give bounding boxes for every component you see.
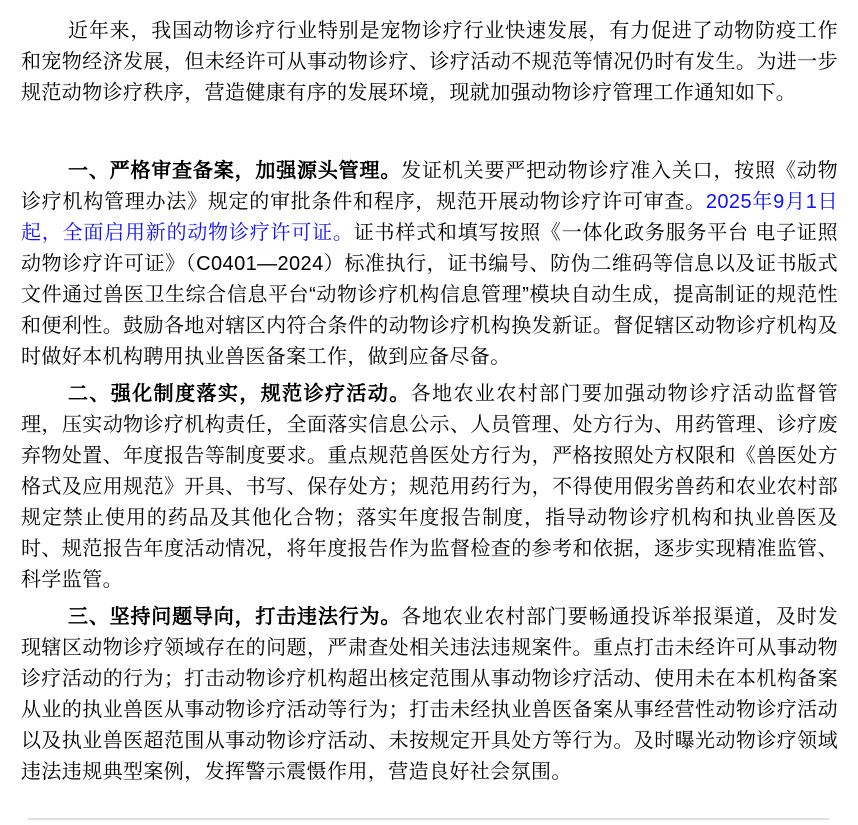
intro-paragraph: 近年来，我国动物诊疗行业特别是宠物诊疗行业快速发展，有力促进了动物防疫工作和宠物经济发展，但未经许可从事动物诊疗、诊疗活动不规范等情况仍时有发生。为进一步规范动物诊疗秩序，营造健康有序的发展环境，现就加强动物诊疗管理工作通知如下。 [21, 20, 838, 104]
section-3-paragraph [21, 602, 838, 788]
section-1-paragraph [21, 156, 838, 373]
section-2-body-text: 各地农业农村部门要加强动物诊疗活动监督管理，压实动物诊疗机构责任，全面落实信息公示、人员管理、处方行为、用药管理、诊疗废弃物处置、年度报告等制度要求。重点规范兽医处方行为，严格按照处方权限和《兽医处方格式及应用规范》开具、书写、保存处方；规范用药行为，不得使用假劣兽药和农业农村部规定禁止使用的药品及其他化合物；落实年度报告制度，指导动物诊疗机构和执业兽医及时、规范报告年度活动情况，将年度报告作为监督检查的参考和依据，逐步实现精准监管、科学监管。 [21, 383, 838, 591]
section-1-heading: 一、严格审查备案，加强源头管理。 [68, 160, 402, 182]
section-2-heading: 二、强化制度落实，规范诊疗活动。 [68, 383, 411, 405]
section-2-paragraph [21, 379, 838, 596]
section-3-heading: 三、坚持问题导向，打击违法行为。 [68, 606, 402, 628]
bottom-divider [28, 818, 829, 820]
effective-date-highlight-text: 2025年9月1日起，全面启用新的动物诊疗许可证。 [21, 191, 838, 244]
section-3-body-text: 各地农业农村部门要畅通投诉举报渠道，及时发现辖区动物诊疗领域存在的问题，严肃查处相关违法违规案件。重点打击未经许可从事动物诊疗活动的行为；打击动物诊疗机构超出核定范围从事动物诊疗活动、使用未在本机构备案从业的执业兽医从事动物诊疗活动等行为；打击未经执业兽医备案从事经营性动物诊疗活动以及执业兽医超范围从事动物诊疗活动、未按规定开具处方等行为。及时曝光动物诊疗领域违法违规典型案例，发挥警示震慑作用，营造良好社会氛围。 [21, 606, 838, 783]
section-1-body-text: 发证机关要严把动物诊疗准入关口，按照《动物诊疗机构管理办法》规定的审批条件和程序，规范开展动物诊疗许可审查。 [21, 160, 838, 213]
section-1-body-text-continued: 证书样式和填写按照《一体化政务服务平台 电子证照动物诊疗许可证》（C0401—2024）标准执行，证书编号、防伪二维码等信息以及证书版式文件通过兽医卫生综合信息平台“动物诊疗机构信息管理”模块自动生成，提高制证的规范性和便利性。鼓励各地对辖区内符合条件的动物诊疗机构换发新证。督促辖区动物诊疗机构及时做好本机构聘用执业兽医备案工作，做到应备尽备。 [21, 222, 838, 368]
